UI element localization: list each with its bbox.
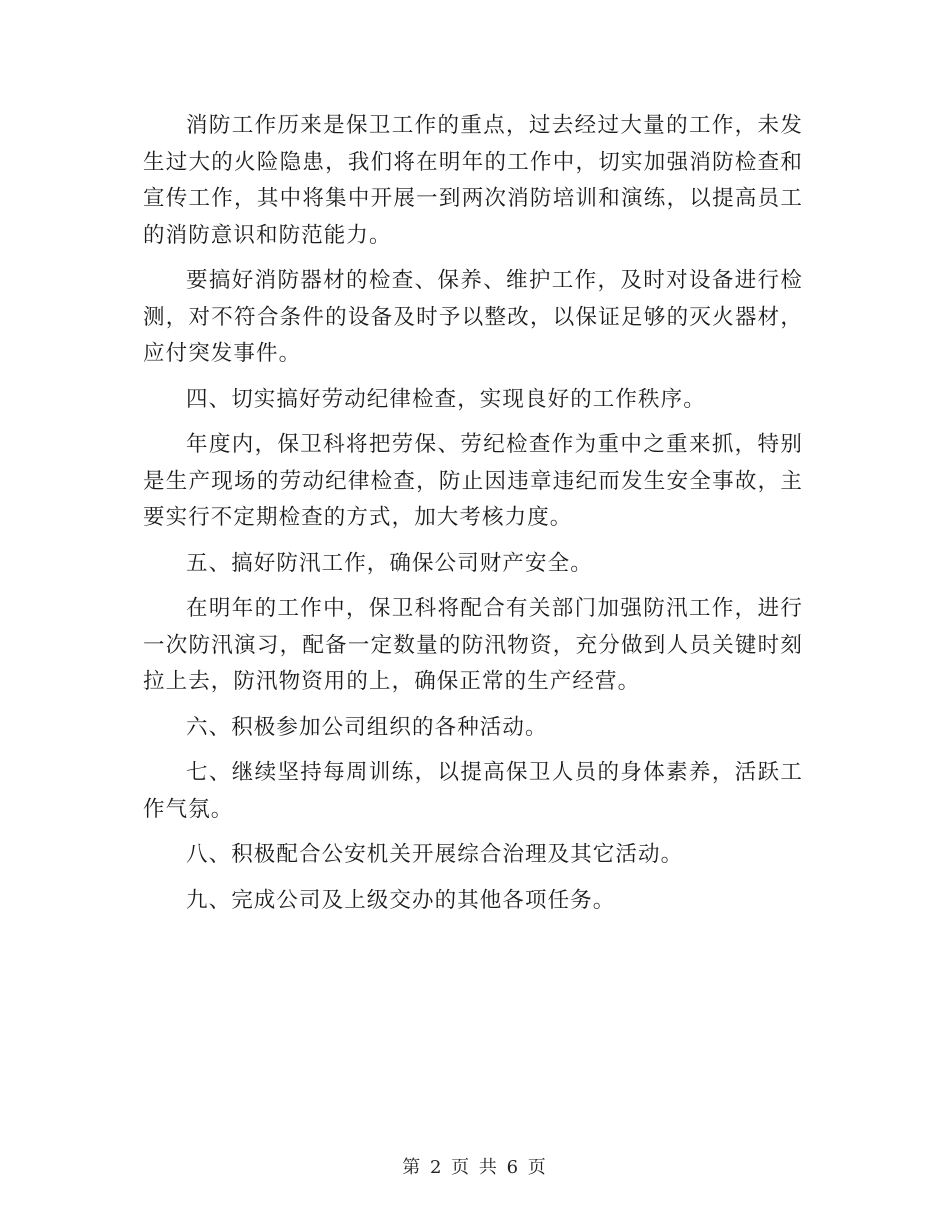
- heading-item-8: 八、积极配合公安机关开展综合治理及其它活动。: [186, 842, 684, 867]
- paragraph-flood-control: 在明年的工作中，保卫科将配合有关部门加强防汛工作，进行一次防汛演习，配备一定数量的防汛物资，充分做到人员关键时刻拉上去，防汛物资用的上，确保正常的生产经营。: [143, 596, 803, 694]
- paragraph-labor-discipline: 年度内，保卫科将把劳保、劳纪检查作为重中之重来抓，特别是生产现场的劳动纪律检查，防止因违章违纪而发生安全事故，主要实行不定期检查的方式，加大考核力度。: [143, 432, 803, 530]
- heading-item-4: 四、切实搞好劳动纪律检查，实现良好的工作秩序。: [186, 386, 706, 412]
- heading-item-9: 九、完成公司及上级交办的其他各项任务。: [186, 887, 616, 913]
- paragraph-fire-equipment: 要搞好消防器材的检查、保养、维护工作，及时对设备进行检测，对不符合条件的设备及时予以整改，以保证足够的灭火器材，应付突发事件。: [143, 268, 803, 366]
- page-number-label: 第 2 页 共 6 页: [402, 1157, 548, 1178]
- document-body: [143, 108, 803, 919]
- heading-item-6: 六、积极参加公司组织的各种活动。: [186, 714, 548, 740]
- heading-item-7: 七、继续坚持每周训练，以提高保卫人员的身体素养，活跃工作气氛。: [143, 760, 803, 822]
- paragraph-fire-safety-intro: 消防工作历来是保卫工作的重点，过去经过大量的工作，未发生过大的火险隐患，我们将在明年的工作中，切实加强消防检查和宣传工作，其中将集中开展一到两次消防培训和演练，以提高员工的消防意识和防范能力。: [143, 113, 803, 248]
- page-footer: [0, 1153, 950, 1179]
- heading-item-5: 五、搞好防汛工作，确保公司财产安全。: [186, 550, 593, 576]
